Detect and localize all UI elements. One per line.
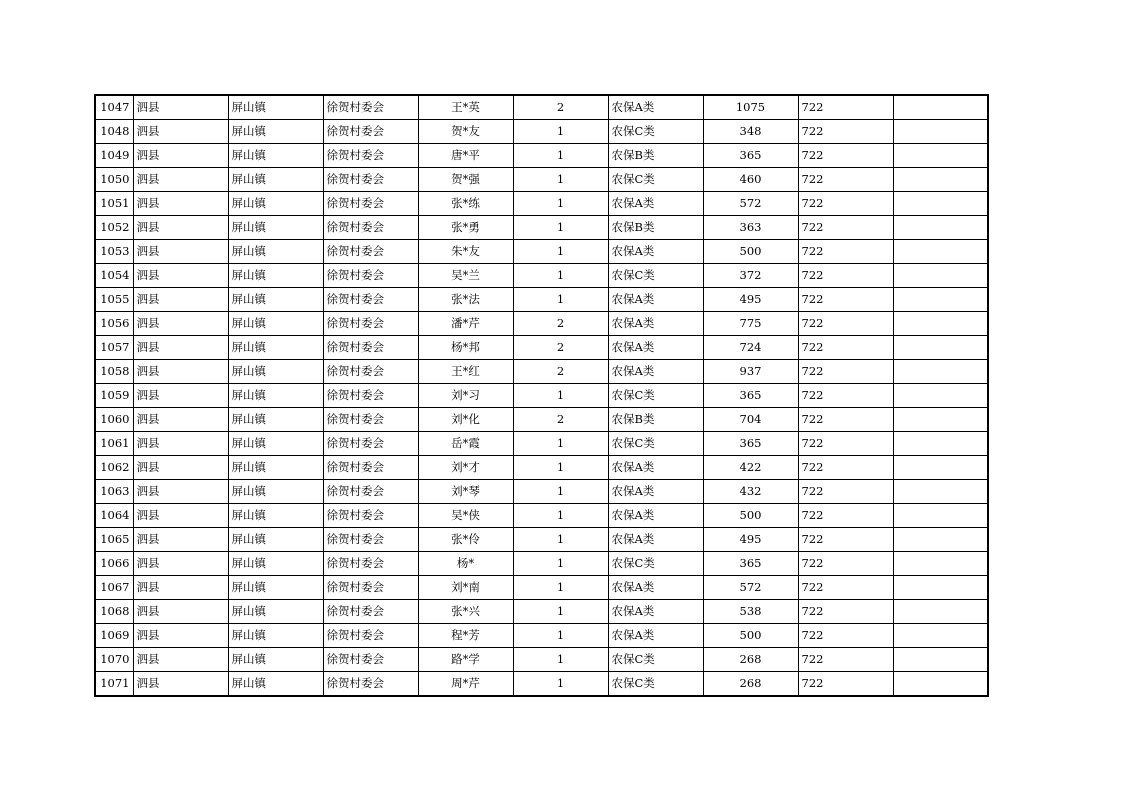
- category-cell: 农保A类: [608, 288, 703, 312]
- village-cell: 徐贺村委会: [323, 384, 418, 408]
- name-cell: 刘*习: [418, 384, 513, 408]
- row-number: 1071: [95, 672, 133, 697]
- county-cell: 泗县: [133, 480, 228, 504]
- county-cell: 泗县: [133, 216, 228, 240]
- county-cell: 泗县: [133, 408, 228, 432]
- blank-cell: [893, 192, 988, 216]
- table-row: [95, 95, 988, 120]
- county-cell: 泗县: [133, 552, 228, 576]
- code-cell: 722: [798, 384, 893, 408]
- amount-cell: 704: [703, 408, 798, 432]
- category-cell: 农保C类: [608, 648, 703, 672]
- household-count-cell: 1: [513, 624, 608, 648]
- code-cell: 722: [798, 576, 893, 600]
- table-row: [95, 552, 988, 576]
- row-number: 1056: [95, 312, 133, 336]
- category-cell: 农保C类: [608, 384, 703, 408]
- row-number: 1062: [95, 456, 133, 480]
- amount-cell: 365: [703, 432, 798, 456]
- name-cell: 周*芹: [418, 672, 513, 697]
- blank-cell: [893, 432, 988, 456]
- amount-cell: 495: [703, 288, 798, 312]
- amount-cell: 365: [703, 384, 798, 408]
- village-cell: 徐贺村委会: [323, 552, 418, 576]
- code-cell: 722: [798, 456, 893, 480]
- category-cell: 农保A类: [608, 360, 703, 384]
- blank-cell: [893, 288, 988, 312]
- county-cell: 泗县: [133, 456, 228, 480]
- amount-cell: 363: [703, 216, 798, 240]
- row-number: 1063: [95, 480, 133, 504]
- household-count-cell: 1: [513, 240, 608, 264]
- blank-cell: [893, 168, 988, 192]
- household-count-cell: 1: [513, 648, 608, 672]
- county-cell: 泗县: [133, 384, 228, 408]
- blank-cell: [893, 672, 988, 697]
- row-number: 1049: [95, 144, 133, 168]
- table-row: [95, 432, 988, 456]
- category-cell: 农保A类: [608, 576, 703, 600]
- household-count-cell: 1: [513, 432, 608, 456]
- category-cell: 农保C类: [608, 264, 703, 288]
- blank-cell: [893, 504, 988, 528]
- code-cell: 722: [798, 95, 893, 120]
- blank-cell: [893, 384, 988, 408]
- row-number: 1070: [95, 648, 133, 672]
- household-count-cell: 2: [513, 312, 608, 336]
- table-row: [95, 648, 988, 672]
- table-row: [95, 216, 988, 240]
- row-number: 1054: [95, 264, 133, 288]
- table-row: [95, 336, 988, 360]
- code-cell: 722: [798, 504, 893, 528]
- town-cell: 屏山镇: [228, 552, 323, 576]
- category-cell: 农保C类: [608, 552, 703, 576]
- town-cell: 屏山镇: [228, 648, 323, 672]
- table-row: [95, 576, 988, 600]
- blank-cell: [893, 600, 988, 624]
- household-count-cell: 1: [513, 384, 608, 408]
- amount-cell: 500: [703, 240, 798, 264]
- code-cell: 722: [798, 192, 893, 216]
- town-cell: 屏山镇: [228, 504, 323, 528]
- county-cell: 泗县: [133, 432, 228, 456]
- blank-cell: [893, 264, 988, 288]
- blank-cell: [893, 552, 988, 576]
- row-number: 1059: [95, 384, 133, 408]
- county-cell: 泗县: [133, 168, 228, 192]
- table-row: [95, 192, 988, 216]
- code-cell: 722: [798, 336, 893, 360]
- name-cell: 王*红: [418, 360, 513, 384]
- blank-cell: [893, 120, 988, 144]
- code-cell: 722: [798, 672, 893, 697]
- row-number: 1058: [95, 360, 133, 384]
- name-cell: 王*英: [418, 95, 513, 120]
- household-count-cell: 1: [513, 288, 608, 312]
- town-cell: 屏山镇: [228, 432, 323, 456]
- row-number: 1066: [95, 552, 133, 576]
- code-cell: 722: [798, 648, 893, 672]
- code-cell: 722: [798, 432, 893, 456]
- name-cell: 路*学: [418, 648, 513, 672]
- category-cell: 农保A类: [608, 600, 703, 624]
- code-cell: 722: [798, 216, 893, 240]
- county-cell: 泗县: [133, 144, 228, 168]
- category-cell: 农保A类: [608, 456, 703, 480]
- category-cell: 农保C类: [608, 432, 703, 456]
- town-cell: 屏山镇: [228, 480, 323, 504]
- amount-cell: 432: [703, 480, 798, 504]
- household-count-cell: 1: [513, 120, 608, 144]
- table-row: [95, 120, 988, 144]
- name-cell: 刘*南: [418, 576, 513, 600]
- code-cell: 722: [798, 528, 893, 552]
- table-row: [95, 528, 988, 552]
- name-cell: 杨*邦: [418, 336, 513, 360]
- blank-cell: [893, 336, 988, 360]
- category-cell: 农保C类: [608, 672, 703, 697]
- amount-cell: 775: [703, 312, 798, 336]
- village-cell: 徐贺村委会: [323, 624, 418, 648]
- village-cell: 徐贺村委会: [323, 192, 418, 216]
- town-cell: 屏山镇: [228, 95, 323, 120]
- code-cell: 722: [798, 360, 893, 384]
- blank-cell: [893, 528, 988, 552]
- row-number: 1069: [95, 624, 133, 648]
- village-cell: 徐贺村委会: [323, 264, 418, 288]
- household-count-cell: 1: [513, 600, 608, 624]
- household-count-cell: 1: [513, 216, 608, 240]
- household-count-cell: 2: [513, 360, 608, 384]
- county-cell: 泗县: [133, 95, 228, 120]
- household-count-cell: 1: [513, 552, 608, 576]
- town-cell: 屏山镇: [228, 312, 323, 336]
- name-cell: 唐*平: [418, 144, 513, 168]
- village-cell: 徐贺村委会: [323, 432, 418, 456]
- category-cell: 农保A类: [608, 336, 703, 360]
- amount-cell: 422: [703, 456, 798, 480]
- village-cell: 徐贺村委会: [323, 576, 418, 600]
- code-cell: 722: [798, 144, 893, 168]
- name-cell: 张*伶: [418, 528, 513, 552]
- amount-cell: 724: [703, 336, 798, 360]
- household-count-cell: 1: [513, 168, 608, 192]
- table-row: [95, 456, 988, 480]
- table-row: [95, 312, 988, 336]
- county-cell: 泗县: [133, 504, 228, 528]
- village-cell: 徐贺村委会: [323, 168, 418, 192]
- town-cell: 屏山镇: [228, 168, 323, 192]
- blank-cell: [893, 312, 988, 336]
- village-cell: 徐贺村委会: [323, 288, 418, 312]
- town-cell: 屏山镇: [228, 264, 323, 288]
- blank-cell: [893, 480, 988, 504]
- county-cell: 泗县: [133, 600, 228, 624]
- code-cell: 722: [798, 408, 893, 432]
- town-cell: 屏山镇: [228, 384, 323, 408]
- village-cell: 徐贺村委会: [323, 144, 418, 168]
- household-count-cell: 1: [513, 264, 608, 288]
- category-cell: 农保A类: [608, 480, 703, 504]
- table-row: [95, 144, 988, 168]
- town-cell: 屏山镇: [228, 624, 323, 648]
- category-cell: 农保A类: [608, 504, 703, 528]
- village-cell: 徐贺村委会: [323, 600, 418, 624]
- row-number: 1065: [95, 528, 133, 552]
- amount-cell: 495: [703, 528, 798, 552]
- blank-cell: [893, 456, 988, 480]
- code-cell: 722: [798, 480, 893, 504]
- town-cell: 屏山镇: [228, 120, 323, 144]
- category-cell: 农保A类: [608, 192, 703, 216]
- category-cell: 农保B类: [608, 408, 703, 432]
- blank-cell: [893, 408, 988, 432]
- household-count-cell: 1: [513, 672, 608, 697]
- county-cell: 泗县: [133, 192, 228, 216]
- table-row: [95, 672, 988, 697]
- table-row: [95, 384, 988, 408]
- village-cell: 徐贺村委会: [323, 360, 418, 384]
- category-cell: 农保C类: [608, 120, 703, 144]
- town-cell: 屏山镇: [228, 144, 323, 168]
- village-cell: 徐贺村委会: [323, 95, 418, 120]
- amount-cell: 538: [703, 600, 798, 624]
- row-number: 1061: [95, 432, 133, 456]
- category-cell: 农保A类: [608, 624, 703, 648]
- code-cell: 722: [798, 168, 893, 192]
- amount-cell: 1075: [703, 95, 798, 120]
- county-cell: 泗县: [133, 240, 228, 264]
- town-cell: 屏山镇: [228, 240, 323, 264]
- table-row: [95, 504, 988, 528]
- table-row: [95, 240, 988, 264]
- amount-cell: 365: [703, 144, 798, 168]
- table-row: [95, 600, 988, 624]
- category-cell: 农保B类: [608, 216, 703, 240]
- category-cell: 农保C类: [608, 168, 703, 192]
- blank-cell: [893, 624, 988, 648]
- county-cell: 泗县: [133, 120, 228, 144]
- category-cell: 农保B类: [608, 144, 703, 168]
- household-count-cell: 1: [513, 480, 608, 504]
- row-number: 1050: [95, 168, 133, 192]
- name-cell: 刘*才: [418, 456, 513, 480]
- blank-cell: [893, 648, 988, 672]
- code-cell: 722: [798, 312, 893, 336]
- county-cell: 泗县: [133, 336, 228, 360]
- town-cell: 屏山镇: [228, 408, 323, 432]
- category-cell: 农保A类: [608, 528, 703, 552]
- household-count-cell: 1: [513, 192, 608, 216]
- village-cell: 徐贺村委会: [323, 408, 418, 432]
- county-cell: 泗县: [133, 576, 228, 600]
- name-cell: 吴*兰: [418, 264, 513, 288]
- county-cell: 泗县: [133, 264, 228, 288]
- village-cell: 徐贺村委会: [323, 312, 418, 336]
- town-cell: 屏山镇: [228, 192, 323, 216]
- row-number: 1051: [95, 192, 133, 216]
- name-cell: 贺*强: [418, 168, 513, 192]
- county-cell: 泗县: [133, 528, 228, 552]
- code-cell: 722: [798, 288, 893, 312]
- amount-cell: 348: [703, 120, 798, 144]
- amount-cell: 500: [703, 624, 798, 648]
- village-cell: 徐贺村委会: [323, 528, 418, 552]
- row-number: 1047: [95, 95, 133, 120]
- county-cell: 泗县: [133, 672, 228, 697]
- data-table: [94, 94, 989, 697]
- household-count-cell: 1: [513, 528, 608, 552]
- town-cell: 屏山镇: [228, 456, 323, 480]
- county-cell: 泗县: [133, 624, 228, 648]
- blank-cell: [893, 95, 988, 120]
- village-cell: 徐贺村委会: [323, 240, 418, 264]
- amount-cell: 460: [703, 168, 798, 192]
- category-cell: 农保A类: [608, 240, 703, 264]
- row-number: 1068: [95, 600, 133, 624]
- town-cell: 屏山镇: [228, 576, 323, 600]
- village-cell: 徐贺村委会: [323, 504, 418, 528]
- row-number: 1048: [95, 120, 133, 144]
- name-cell: 刘*化: [418, 408, 513, 432]
- village-cell: 徐贺村委会: [323, 120, 418, 144]
- row-number: 1052: [95, 216, 133, 240]
- town-cell: 屏山镇: [228, 600, 323, 624]
- name-cell: 程*芳: [418, 624, 513, 648]
- name-cell: 刘*琴: [418, 480, 513, 504]
- table-row: [95, 408, 988, 432]
- category-cell: 农保A类: [608, 312, 703, 336]
- town-cell: 屏山镇: [228, 528, 323, 552]
- table-body: [95, 95, 988, 696]
- household-count-cell: 2: [513, 408, 608, 432]
- table-row: [95, 624, 988, 648]
- table-row: [95, 360, 988, 384]
- code-cell: 722: [798, 552, 893, 576]
- name-cell: 张*练: [418, 192, 513, 216]
- row-number: 1060: [95, 408, 133, 432]
- table-row: [95, 168, 988, 192]
- village-cell: 徐贺村委会: [323, 648, 418, 672]
- blank-cell: [893, 240, 988, 264]
- household-count-cell: 1: [513, 504, 608, 528]
- row-number: 1053: [95, 240, 133, 264]
- town-cell: 屏山镇: [228, 672, 323, 697]
- amount-cell: 572: [703, 192, 798, 216]
- table-row: [95, 480, 988, 504]
- code-cell: 722: [798, 120, 893, 144]
- row-number: 1055: [95, 288, 133, 312]
- name-cell: 贺*友: [418, 120, 513, 144]
- amount-cell: 268: [703, 672, 798, 697]
- village-cell: 徐贺村委会: [323, 216, 418, 240]
- county-cell: 泗县: [133, 648, 228, 672]
- row-number: 1057: [95, 336, 133, 360]
- name-cell: 张*兴: [418, 600, 513, 624]
- amount-cell: 500: [703, 504, 798, 528]
- table-row: [95, 264, 988, 288]
- amount-cell: 372: [703, 264, 798, 288]
- town-cell: 屏山镇: [228, 216, 323, 240]
- town-cell: 屏山镇: [228, 360, 323, 384]
- village-cell: 徐贺村委会: [323, 480, 418, 504]
- name-cell: 岳*霞: [418, 432, 513, 456]
- table-row: [95, 288, 988, 312]
- code-cell: 722: [798, 624, 893, 648]
- county-cell: 泗县: [133, 312, 228, 336]
- blank-cell: [893, 360, 988, 384]
- village-cell: 徐贺村委会: [323, 336, 418, 360]
- blank-cell: [893, 576, 988, 600]
- household-count-cell: 2: [513, 336, 608, 360]
- blank-cell: [893, 216, 988, 240]
- code-cell: 722: [798, 264, 893, 288]
- category-cell: 农保A类: [608, 95, 703, 120]
- village-cell: 徐贺村委会: [323, 672, 418, 697]
- household-count-cell: 1: [513, 144, 608, 168]
- town-cell: 屏山镇: [228, 336, 323, 360]
- blank-cell: [893, 144, 988, 168]
- row-number: 1064: [95, 504, 133, 528]
- amount-cell: 268: [703, 648, 798, 672]
- town-cell: 屏山镇: [228, 288, 323, 312]
- name-cell: 杨*: [418, 552, 513, 576]
- name-cell: 张*勇: [418, 216, 513, 240]
- household-count-cell: 1: [513, 576, 608, 600]
- village-cell: 徐贺村委会: [323, 456, 418, 480]
- amount-cell: 572: [703, 576, 798, 600]
- household-count-cell: 1: [513, 456, 608, 480]
- name-cell: 朱*友: [418, 240, 513, 264]
- amount-cell: 937: [703, 360, 798, 384]
- code-cell: 722: [798, 240, 893, 264]
- amount-cell: 365: [703, 552, 798, 576]
- county-cell: 泗县: [133, 360, 228, 384]
- name-cell: 潘*芹: [418, 312, 513, 336]
- code-cell: 722: [798, 600, 893, 624]
- name-cell: 张*法: [418, 288, 513, 312]
- name-cell: 吴*侠: [418, 504, 513, 528]
- county-cell: 泗县: [133, 288, 228, 312]
- row-number: 1067: [95, 576, 133, 600]
- household-count-cell: 2: [513, 95, 608, 120]
